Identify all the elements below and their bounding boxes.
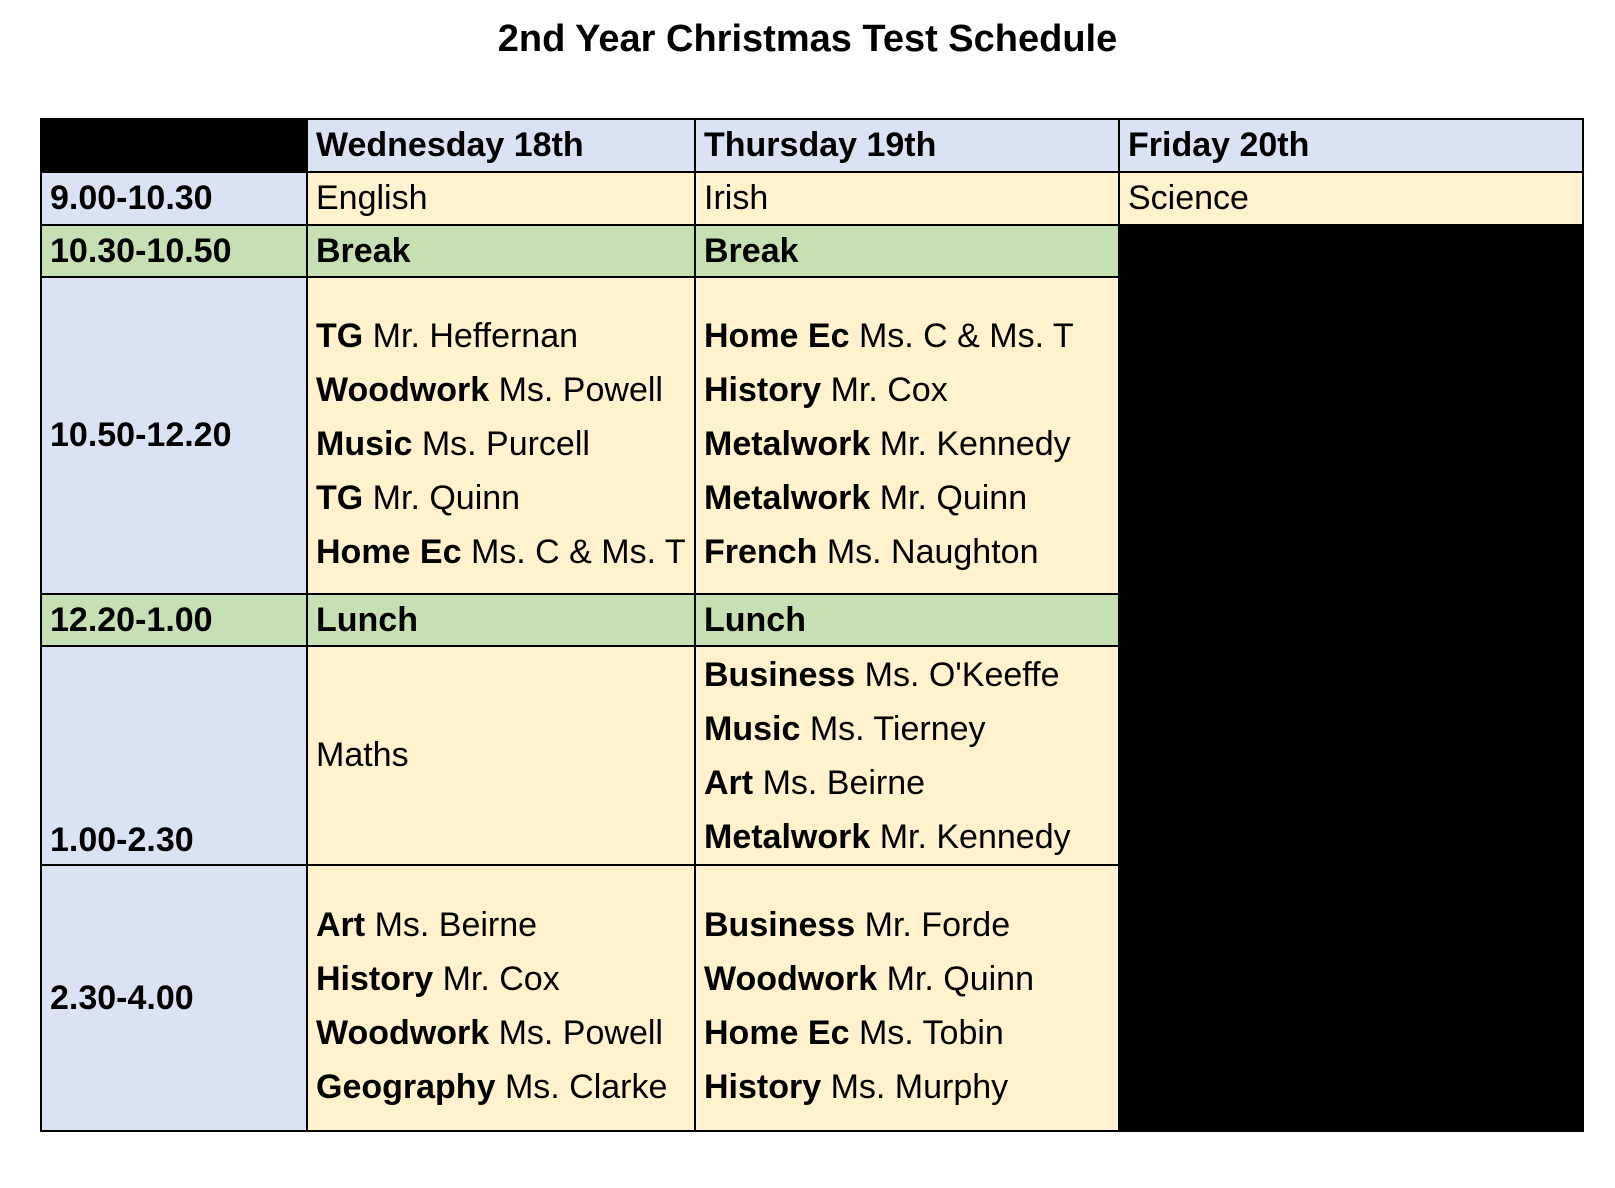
exam-entry (704, 363, 1118, 417)
day-header-friday: Friday 20th (1119, 119, 1583, 172)
subject-label: Home Ec (316, 532, 462, 571)
schedule-table (40, 118, 1584, 1132)
time-slot: 1.00-2.30 (41, 646, 307, 865)
exam-entry (704, 952, 1118, 1006)
subject-label: Metalwork (704, 817, 871, 856)
subject-label: History (704, 1068, 822, 1106)
exam-entry (316, 471, 694, 525)
time-slot: 2.30-4.00 (41, 865, 307, 1131)
friday-blackout (1119, 225, 1583, 1131)
exam-entry (316, 1060, 694, 1114)
table-row (41, 225, 1583, 277)
teacher-label: Ms. Tierney (809, 709, 986, 748)
corner-cell (41, 119, 307, 172)
break-cell: Break (307, 225, 695, 277)
exam-entry (704, 648, 1118, 702)
exam-list-cell (307, 865, 695, 1131)
page-title: 2nd Year Christmas Test Schedule (497, 18, 1118, 60)
subject-label: Home Ec (704, 1014, 850, 1052)
exam-cell: Science (1119, 172, 1583, 225)
exam-entry (316, 363, 694, 417)
exam-entry (704, 1006, 1118, 1060)
exam-entry (316, 1006, 694, 1060)
exam-entry (316, 952, 694, 1006)
time-slot: 9.00-10.30 (41, 172, 307, 225)
teacher-label: Mr. Heffernan (372, 316, 579, 355)
day-header-thursday: Thursday 19th (695, 119, 1119, 172)
teacher-label: Ms. Naughton (826, 532, 1039, 571)
exam-cell: Irish (695, 172, 1119, 225)
subject-label: Music (316, 424, 413, 463)
header-row (41, 119, 1583, 172)
subject-label: Metalwork (704, 424, 871, 463)
exam-list-cell (307, 277, 695, 594)
subject-label: History (704, 370, 822, 409)
subject-label: Geography (316, 1068, 496, 1106)
break-cell: Break (695, 225, 1119, 277)
exam-entry (704, 810, 1118, 864)
exam-entry (704, 309, 1118, 363)
exam-list-cell (695, 865, 1119, 1131)
teacher-label: Ms. Clarke (504, 1068, 668, 1106)
teacher-label: Mr. Quinn (886, 960, 1034, 998)
subject-label: Metalwork (704, 478, 871, 517)
teacher-label: Ms. Powell (498, 1014, 663, 1052)
exam-entry (704, 1060, 1118, 1114)
teacher-label: Mr. Forde (864, 906, 1011, 944)
time-slot: 12.20-1.00 (41, 594, 307, 646)
teacher-label: Ms. Powell (498, 370, 663, 409)
subject-label: Woodwork (316, 1014, 490, 1052)
subject-label: French (704, 532, 818, 571)
exam-entry (704, 702, 1118, 756)
teacher-label: Ms. C & Ms. T (470, 532, 686, 571)
subject-label: Home Ec (704, 316, 850, 355)
subject-label: TG (316, 316, 364, 355)
teacher-label: Ms. Beirne (762, 763, 926, 802)
teacher-label: Mr. Kennedy (879, 817, 1071, 856)
teacher-label: Ms. O'Keeffe (864, 655, 1060, 694)
exam-entry (704, 471, 1118, 525)
subject-label: History (316, 960, 434, 998)
teacher-label: Mr. Kennedy (879, 424, 1071, 463)
table-row (41, 172, 1583, 225)
exam-entry (316, 309, 694, 363)
subject-label: Business (704, 906, 856, 944)
exam-list-cell (695, 277, 1119, 594)
exam-entry (316, 898, 694, 952)
day-header-wednesday: Wednesday 18th (307, 119, 695, 172)
subject-label: Music (704, 709, 801, 748)
exam-entry (704, 417, 1118, 471)
teacher-label: Mr. Cox (442, 960, 560, 998)
exam-entry (704, 525, 1118, 579)
teacher-label: Ms. Murphy (830, 1068, 1009, 1106)
subject-label: Woodwork (316, 370, 490, 409)
lunch-cell: Lunch (695, 594, 1119, 646)
subject-label: Woodwork (704, 960, 878, 998)
teacher-label: Ms. Purcell (421, 424, 590, 463)
teacher-label: Mr. Cox (830, 370, 948, 409)
teacher-label: Ms. Tobin (858, 1014, 1004, 1052)
subject-label: Art (316, 906, 366, 944)
teacher-label: Mr. Quinn (372, 478, 521, 517)
subject-label: Business (704, 655, 856, 694)
exam-entry (704, 756, 1118, 810)
teacher-label: Mr. Quinn (879, 478, 1028, 517)
teacher-label: Ms. C & Ms. T (858, 316, 1074, 355)
subject-label: TG (316, 478, 364, 517)
exam-cell: Maths (307, 646, 695, 865)
exam-list-cell (695, 646, 1119, 865)
time-slot: 10.30-10.50 (41, 225, 307, 277)
exam-entry (316, 525, 694, 579)
lunch-cell: Lunch (307, 594, 695, 646)
exam-cell: English (307, 172, 695, 225)
exam-entry (704, 898, 1118, 952)
subject-label: Art (704, 763, 754, 802)
exam-entry (316, 417, 694, 471)
time-slot: 10.50-12.20 (41, 277, 307, 594)
teacher-label: Ms. Beirne (374, 906, 538, 944)
